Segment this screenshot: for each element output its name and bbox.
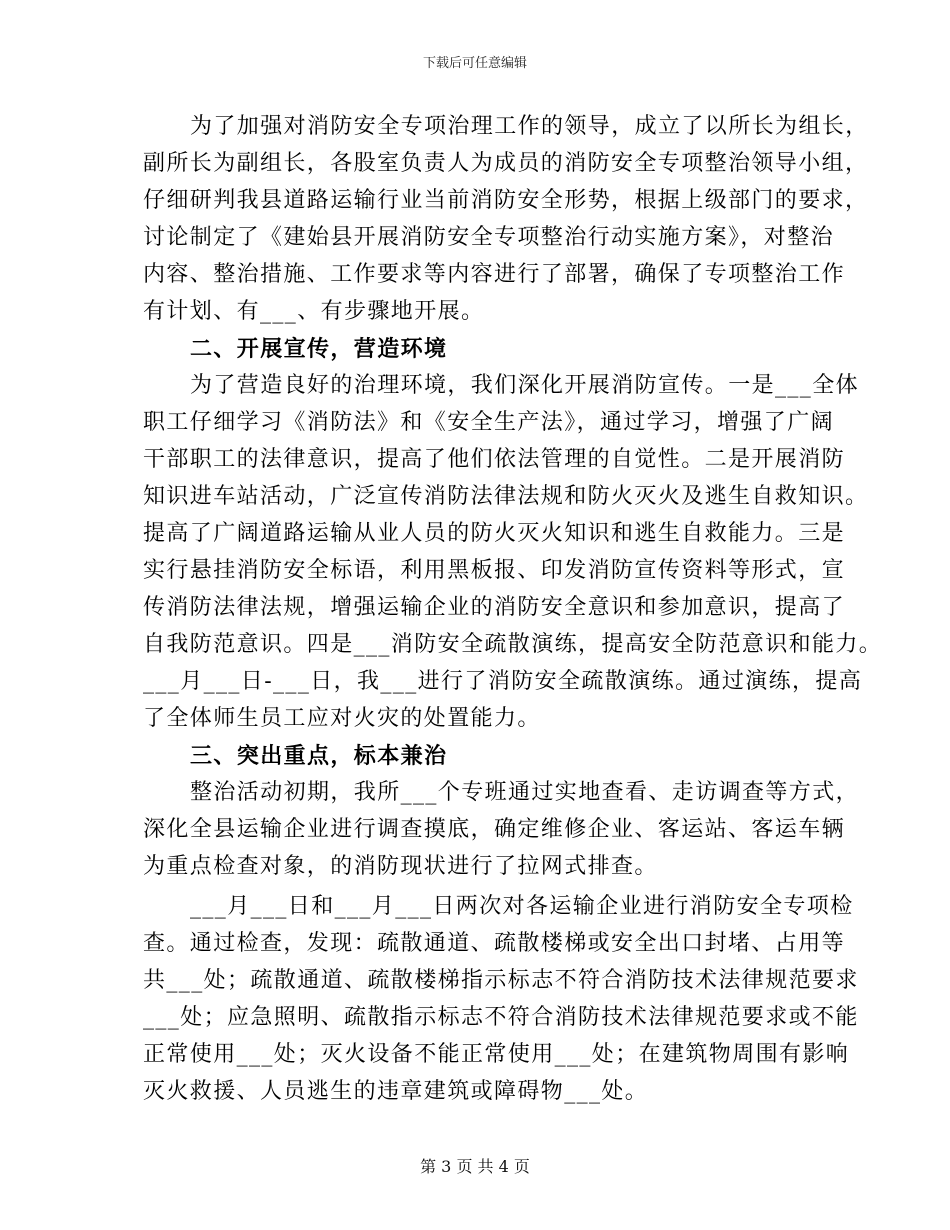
section-heading: 二、开展宣传，营造环境 [190,336,448,362]
paragraph-line: ___处；应急照明、疏散指示标志不符合消防技术法律规范要求或不能 [143,1005,859,1030]
paragraph-line: 为重点检查对象，的消防现状进行了拉网式排查。 [143,854,658,879]
paragraph-line: 正常使用___处；灭火设备不能正常使用___处；在建筑物周围有影响 [143,1042,850,1067]
paragraph-line: 职工仔细学习《消防法》和《安全生产法》，通过学习，增强了广阔 [143,410,835,435]
paragraph-line: 传消防法律法规，增强运输企业的消防安全意识和参加意识，提高了 [143,595,846,620]
paragraph-line: 实行悬挂消防安全标语，利用黑板报、印发消防宣传资料等形式，宣 [143,558,846,583]
paragraph-line: 为了营造良好的治理环境，我们深化开展消防宣传。一是___全体 [190,373,860,398]
paragraph-line: 讨论制定了《建始县开展消防安全专项整治行动实施方案》，对整治 [143,225,835,250]
paragraph-line: 知识进车站活动，广泛宣传消防法律法规和防火灭火及逃生自救知识。 [143,484,869,509]
paragraph-line: 副所长为副组长，各股室负责人为成员的消防安全专项整治领导小组， [143,151,869,176]
paragraph-line: 提高了广阔道路运输从业人员的防火灭火知识和逃生自救能力。三是 [143,521,846,546]
paragraph-line: 为了加强对消防安全专项治理工作的领导，成立了以所长为组长， [190,114,869,139]
paragraph-line: 了全体师生员工应对火灾的处置能力。 [143,706,541,731]
paragraph-line: 深化全县运输企业进行调查摸底，确定维修企业、客运站、客运车辆 [143,817,846,842]
paragraph-line: 查。通过检查，发现：疏散通道、疏散楼梯或安全出口封堵、占用等 [143,931,846,956]
paragraph-line: 仔细研判我县道路运输行业当前消防安全形势，根据上级部门的要求， [143,188,869,213]
paragraph-line: 灭火救援、人员逃生的违章建筑或障碍物___处。 [143,1079,649,1104]
paragraph-line: 整治活动初期，我所___个专班通过实地查看、走访调查等方式， [190,780,860,805]
paragraph-line: 自我防范意识。四是___消防安全疏散演练，提高安全防范意识和能力。 [143,632,883,657]
page-header: 下载后可任意编辑 [422,56,527,71]
paragraph-line: 干部职工的法律意识，提高了他们依法管理的自觉性。二是开展消防 [143,447,846,472]
paragraph-line: ___月___日和___月___日两次对各运输企业进行消防安全专项检 [190,894,854,919]
page-footer: 第 3 页 共 4 页 [420,1157,530,1176]
section-heading: 三、突出重点，标本兼治 [190,743,448,769]
paragraph-line: 内容、整治措施、工作要求等内容进行了部署，确保了专项整治工作 [143,262,846,287]
paragraph-line: 共___处；疏散通道、疏散楼梯指示标志不符合消防技术法律规范要求 [143,968,859,993]
paragraph-line: ___月___日-___日，我___进行了消防安全疏散演练。通过演练，提高 [143,669,863,694]
paragraph-line: 有计划、有___、有步骤地开展。 [143,299,485,324]
